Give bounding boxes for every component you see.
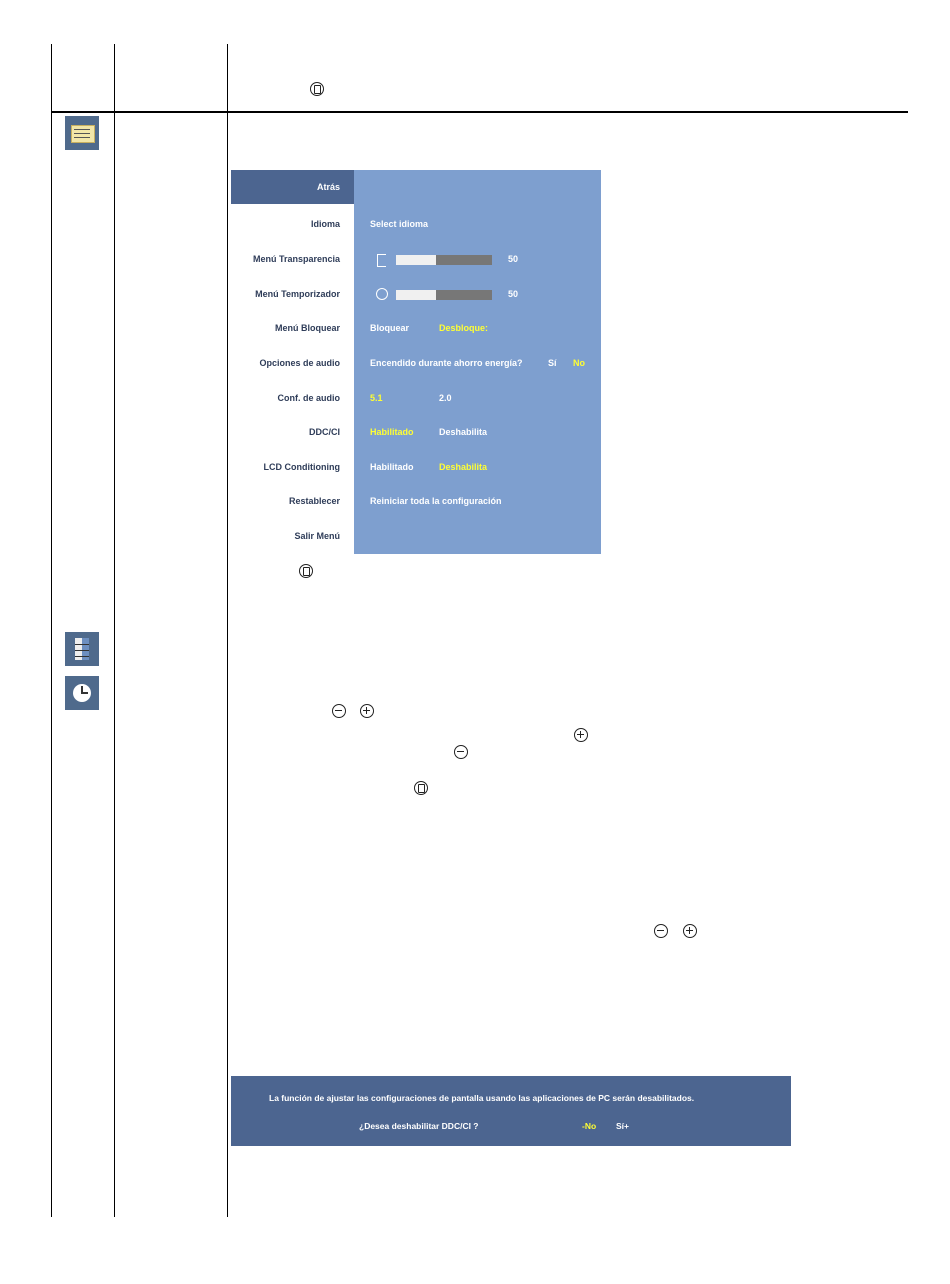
- osd-value-selected[interactable]: Desbloque:: [439, 323, 489, 333]
- table-border-left: [51, 44, 52, 1217]
- osd-label: Atrás: [316, 182, 340, 192]
- table-row-divider: [51, 111, 908, 113]
- osd-label: Menú Temporizador: [255, 289, 340, 299]
- osd-label: Menú Transparencia: [252, 254, 340, 264]
- osd-row-bloquear[interactable]: [231, 311, 601, 345]
- osd-value[interactable]: Deshabilita: [439, 427, 488, 437]
- timer-slider[interactable]: [396, 290, 492, 300]
- osd-row-salir[interactable]: [231, 519, 601, 553]
- osd-label: Salir Menú: [294, 531, 340, 541]
- osd-value[interactable]: Habilitado: [370, 462, 414, 472]
- slider-value: 50: [508, 254, 519, 264]
- settings-menu-icon: [65, 116, 99, 150]
- plus-button-icon: [360, 704, 374, 718]
- osd-menu: [231, 170, 601, 554]
- minus-button-icon: [332, 704, 346, 718]
- osd-value-selected[interactable]: Habilitado: [370, 427, 414, 437]
- menu-button-icon: [299, 564, 313, 578]
- dialog-no-option[interactable]: -No: [582, 1121, 597, 1131]
- osd-value[interactable]: 2.0: [439, 393, 452, 403]
- table-border-col2: [114, 44, 115, 1217]
- menu-button-icon: [310, 82, 324, 96]
- ddcci-confirm-dialog: [231, 1076, 791, 1146]
- timer-icon: [376, 288, 388, 300]
- osd-value[interactable]: Reiniciar toda la configuración: [370, 496, 502, 506]
- osd-row-lcd-conditioning[interactable]: [231, 450, 601, 484]
- osd-label: LCD Conditioning: [263, 462, 340, 472]
- osd-label: Menú Bloquear: [274, 323, 340, 333]
- osd-value[interactable]: Bloquear: [370, 323, 410, 333]
- osd-value: Select idioma: [370, 219, 429, 229]
- minus-button-icon: [454, 745, 468, 759]
- osd-row-transparencia[interactable]: [231, 242, 601, 276]
- dialog-yes-option[interactable]: Sí+: [616, 1121, 629, 1131]
- menu-button-icon: [414, 781, 428, 795]
- slider-value: 50: [508, 289, 519, 299]
- osd-value-selected[interactable]: No: [573, 358, 585, 368]
- osd-row-audio-options[interactable]: [231, 346, 601, 380]
- osd-label: DDC/CI: [309, 427, 340, 437]
- osd-row-ddcci[interactable]: [231, 415, 601, 449]
- osd-row-audio-conf[interactable]: [231, 381, 601, 415]
- minus-button-icon: [654, 924, 668, 938]
- osd-row-restablecer[interactable]: [231, 484, 601, 518]
- transparency-icon: [377, 254, 386, 267]
- timer-icon: [65, 676, 99, 710]
- transparency-slider[interactable]: [396, 255, 492, 265]
- table-border-col3: [227, 44, 228, 1217]
- plus-button-icon: [683, 924, 697, 938]
- osd-value-selected[interactable]: Deshabilita: [439, 462, 488, 472]
- osd-value: Encendido durante ahorro energía?: [370, 358, 523, 368]
- osd-row-atras[interactable]: [231, 170, 601, 204]
- osd-row-temporizador[interactable]: [231, 277, 601, 311]
- osd-value[interactable]: Sí: [548, 358, 557, 368]
- osd-label: Restablecer: [288, 496, 340, 506]
- osd-row-idioma[interactable]: [231, 207, 601, 241]
- plus-button-icon: [574, 728, 588, 742]
- osd-value-selected[interactable]: 5.1: [370, 393, 383, 403]
- osd-label: Opciones de audio: [259, 358, 340, 368]
- osd-label: Conf. de audio: [277, 393, 340, 403]
- transparency-icon: [65, 632, 99, 666]
- osd-label: Idioma: [310, 219, 340, 229]
- dialog-message: La función de ajustar las configuraciones de pantalla usando las aplicaciones de PC serán desabilitados.: [269, 1093, 695, 1103]
- dialog-question: ¿Desea deshabilitar DDC/CI ?: [359, 1121, 479, 1131]
